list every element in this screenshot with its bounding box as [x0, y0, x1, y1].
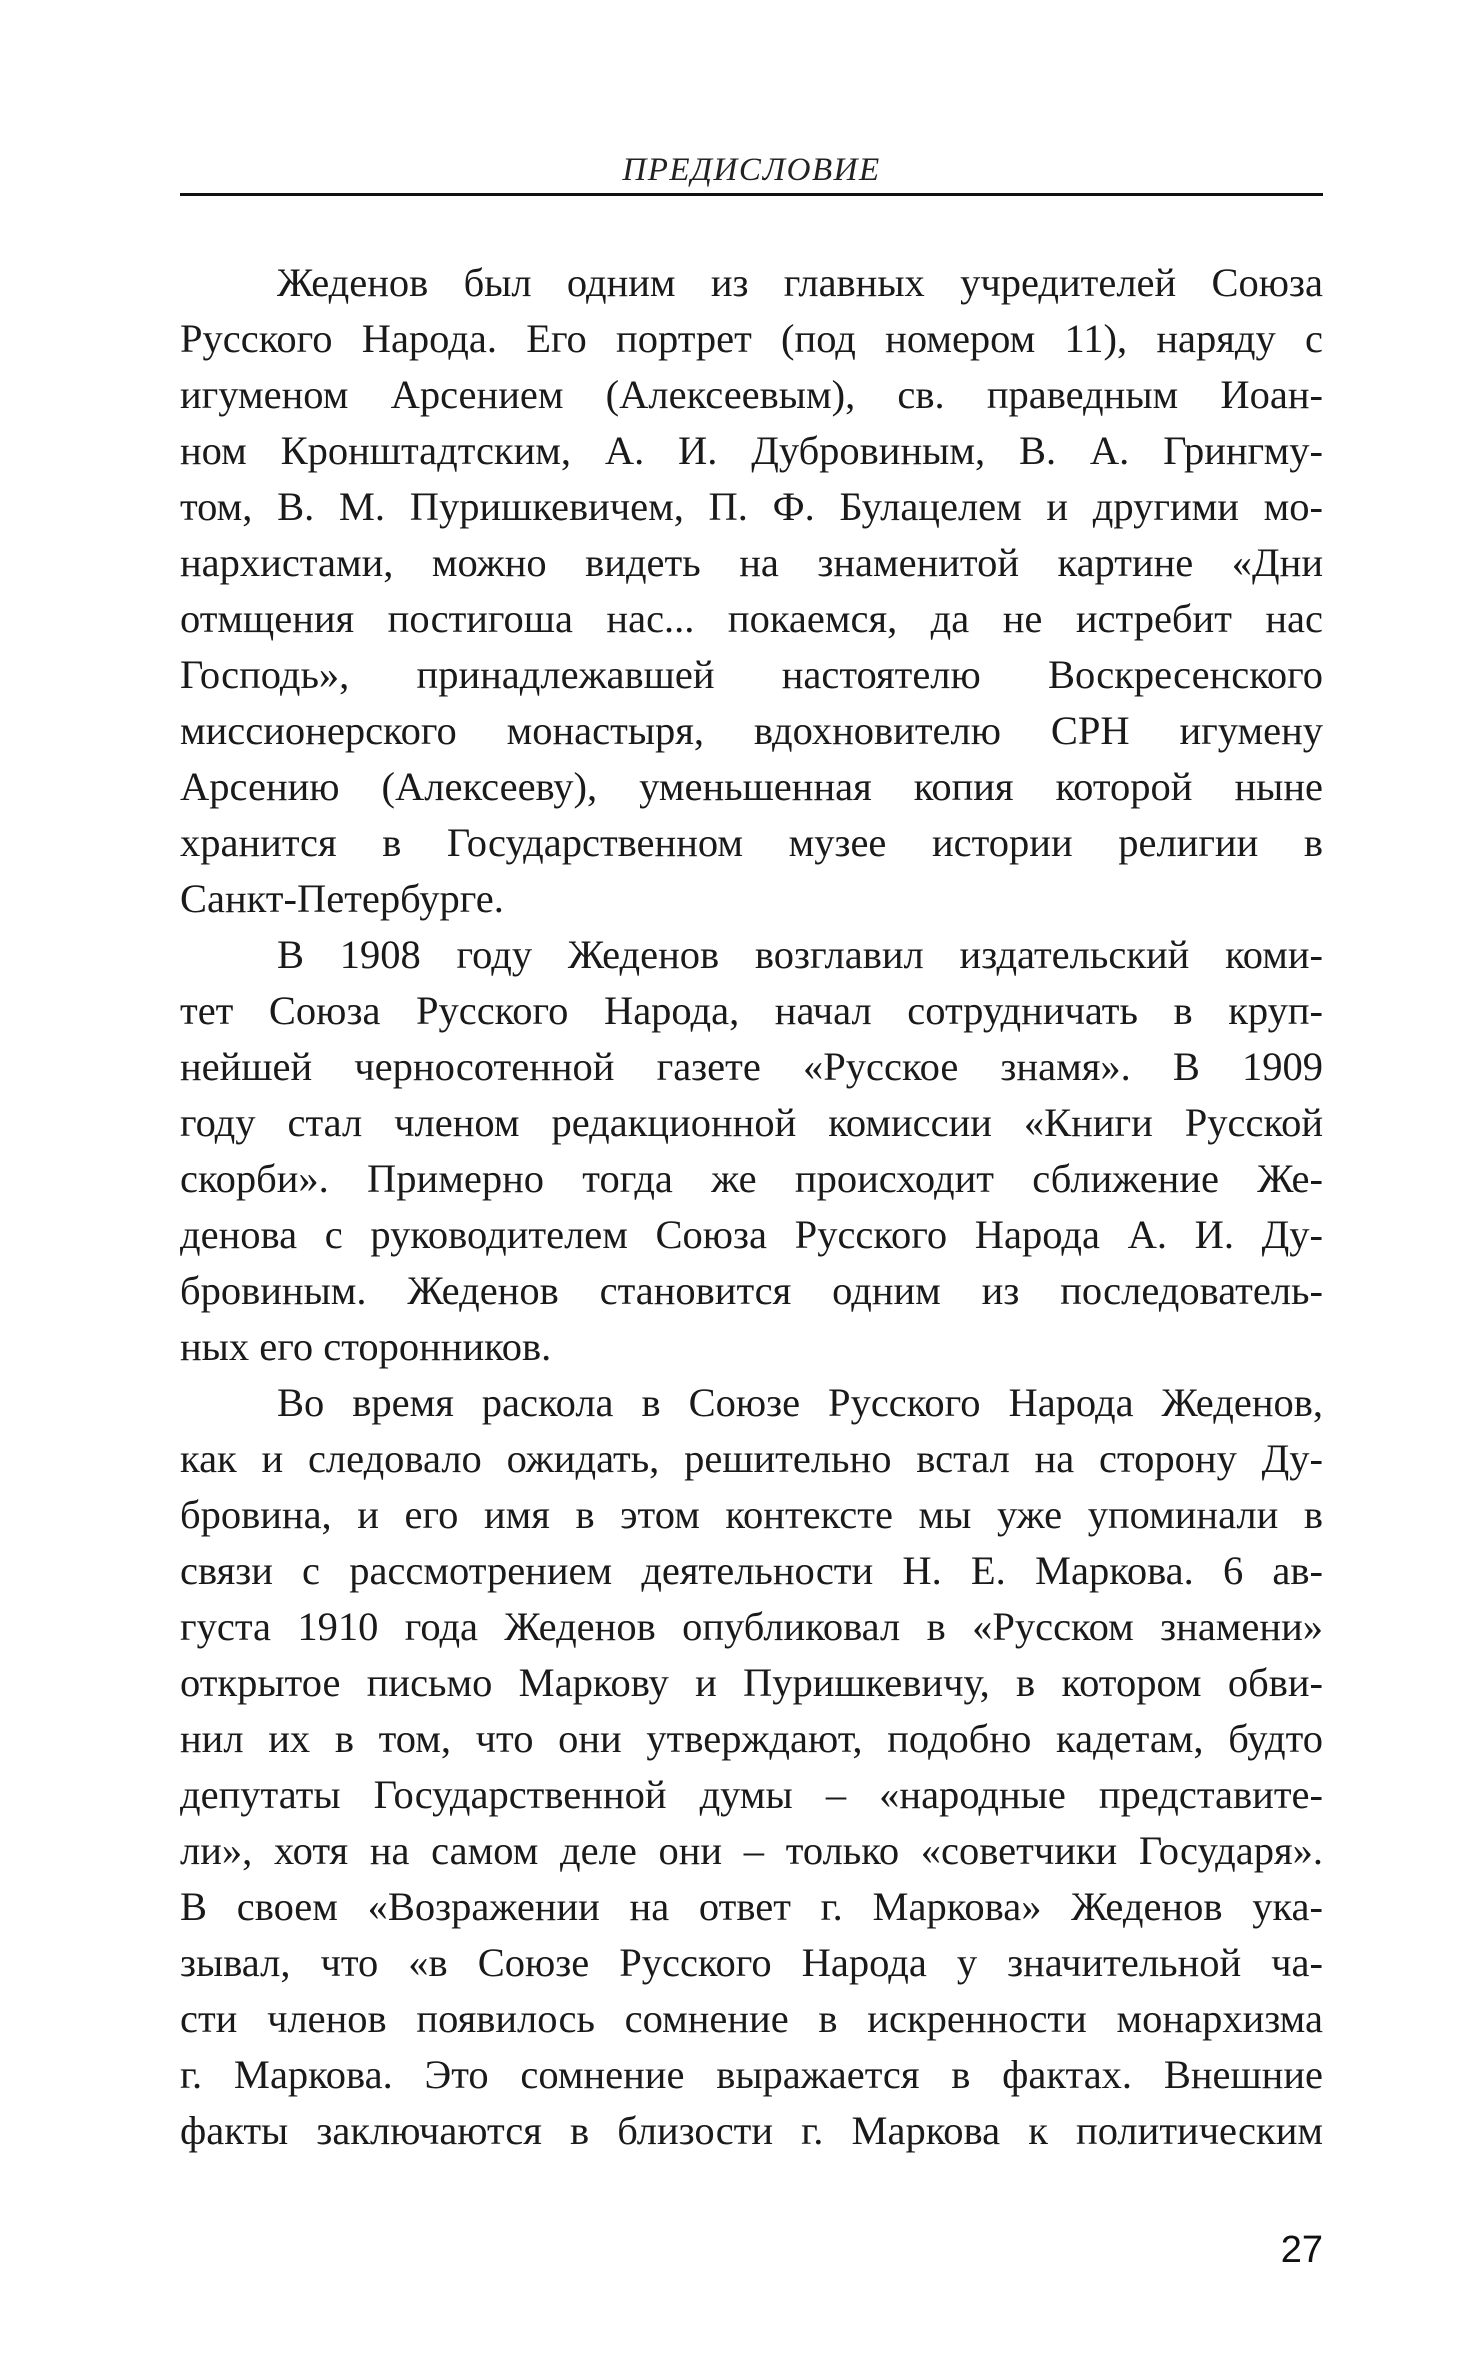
text-line: бровиным. Жеденов становится одним из последователь-	[180, 1268, 1323, 1313]
text-line: Русского Народа. Его портрет (под номером 11), наряду с	[180, 316, 1323, 361]
text-line: связи с рассмотрением деятельности Н. Е. Маркова. 6 ав-	[180, 1548, 1323, 1593]
text-line: ных его сторонников.	[180, 1324, 552, 1369]
text-line: нейшей черносотенной газете «Русское знамя». В 1909	[180, 1044, 1323, 1089]
text-line: том, В. М. Пуришкевичем, П. Ф. Булацелем и другими мо-	[180, 484, 1323, 529]
text-line: миссионерского монастыря, вдохновителю СРН игумену	[180, 708, 1323, 753]
text-line: денова с руководителем Союза Русского Народа А. И. Ду-	[180, 1212, 1323, 1257]
text-line: нархистами, можно видеть на знаменитой картине «Дни	[180, 540, 1323, 585]
text-line: сти членов появилось сомнение в искренности монархизма	[180, 1996, 1323, 2041]
text-line: депутаты Государственной думы – «народные представите-	[180, 1772, 1323, 1817]
text-line: скорби». Примерно тогда же происходит сближение Же-	[180, 1156, 1323, 1201]
text-line: бровина, и его имя в этом контексте мы уже упоминали в	[180, 1492, 1323, 1537]
text-line: Жеденов был одним из главных учредителей Союза	[277, 260, 1323, 305]
paragraph-2	[180, 927, 1323, 1375]
text-line: факты заключаются в близости г. Маркова к политическим	[180, 2108, 1323, 2153]
paragraph-1	[180, 255, 1323, 927]
text-line: В своем «Возражении на ответ г. Маркова» Жеденов ука-	[180, 1884, 1323, 1929]
text-line: зывал, что «в Союзе Русского Народа у значительной ча-	[180, 1940, 1323, 1985]
text-line: Господь», принадлежавшей настоятелю Воскресенского	[180, 652, 1323, 697]
text-line: В 1908 году Жеденов возглавил издательский коми-	[277, 932, 1323, 977]
text-line: г. Маркова. Это сомнение выражается в фактах. Внешние	[180, 2052, 1323, 2097]
text-line: году стал членом редакционной комиссии «Книги Русской	[180, 1100, 1323, 1145]
running-header: ПРЕДИСЛОВИЕ	[622, 152, 881, 188]
paragraph-3	[180, 1375, 1323, 2159]
text-line: Санкт-Петербурге.	[180, 876, 504, 921]
text-line: как и следовало ожидать, решительно встал на сторону Ду-	[180, 1436, 1323, 1481]
text-line: густа 1910 года Жеденов опубликовал в «Русском знамени»	[180, 1604, 1323, 1649]
text-line: Арсению (Алексееву), уменьшенная копия которой ныне	[180, 764, 1323, 809]
text-line: Во время раскола в Союзе Русского Народа Жеденов,	[277, 1380, 1323, 1425]
text-line: хранится в Государственном музее истории религии в	[180, 820, 1323, 865]
text-line: отмщения постигоша нас... покаемся, да не истребит нас	[180, 596, 1323, 641]
body-text	[180, 255, 1323, 2159]
text-line: игуменом Арсением (Алексеевым), св. праведным Иоан-	[180, 372, 1323, 417]
text-line: нил их в том, что они утверждают, подобно кадетам, будто	[180, 1716, 1323, 1761]
page-number: 27	[1280, 2229, 1323, 2271]
header-rule	[180, 193, 1323, 196]
text-line: ном Кронштадтским, А. И. Дубровиным, В. А. Грингму-	[180, 428, 1323, 473]
text-line: открытое письмо Маркову и Пуришкевичу, в котором обви-	[180, 1660, 1323, 1705]
text-line: ли», хотя на самом деле они – только «советчики Государя».	[180, 1828, 1323, 1873]
text-line: тет Союза Русского Народа, начал сотрудничать в круп-	[180, 988, 1323, 1033]
